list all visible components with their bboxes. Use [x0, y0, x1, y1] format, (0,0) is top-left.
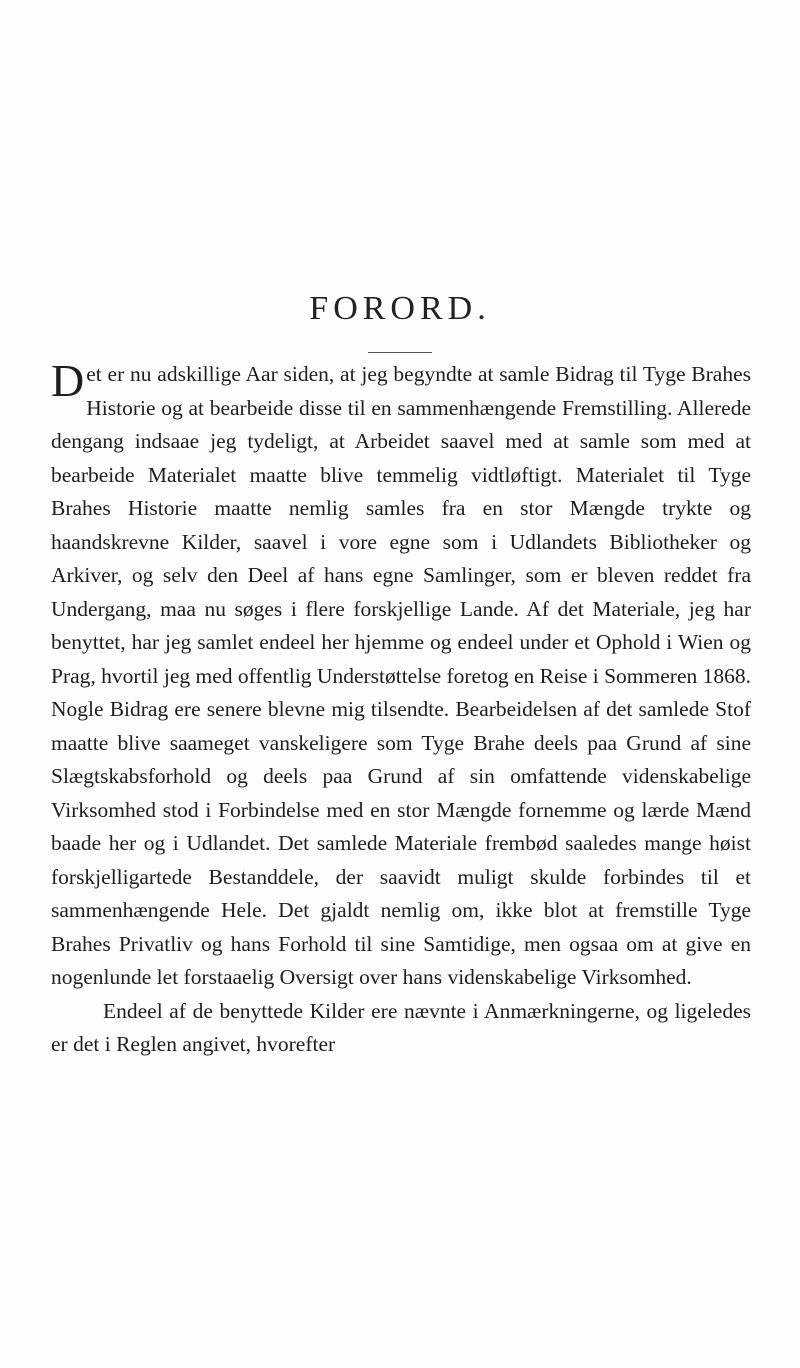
page-heading: FORORD.	[309, 290, 491, 327]
heading-rule	[368, 352, 432, 353]
drop-cap: D	[51, 355, 85, 406]
paragraph-1	[51, 355, 751, 995]
body-text	[51, 355, 751, 1062]
paragraph-2: Endeel af de benyttede Kilder ere nævnte i Anmærkningerne, og ligeledes er det i Reglen angivet, hvorefter	[51, 998, 751, 1056]
paragraph-1-text: et er nu adskillige Aar siden, at jeg begyndte at samle Bidrag til Tyge Brahes Historie og at bearbeide disse til en sammenhængende Fremstilling. Allerede dengang indsaae jeg tydeligt, at Arbeidet saavel med at samle som med at bearbeide Materialet maatte blive temmelig vidtløftigt. Materialet til Tyge Brahes Historie maatte nemlig samles fra en stor Mængde trykte og haandskrevne Kilder, saavel i vore egne som i Udlandets Bibliotheker og Arkiver, og selv den Deel af hans egne Samlinger, som er bleven reddet fra Undergang, maa nu søges i flere forskjellige Lande. Af det Materiale, jeg har benyttet, har jeg samlet endeel her hjemme og endeel under et Ophold i Wien og Prag, hvortil jeg med offentlig Understøttelse foretog en Reise i Sommeren 1868. Nogle Bidrag ere senere blevne mig tilsendte. Bearbeidelsen af det samlede Stof maatte blive saameget vanskeligere som Tyge Brahe deels paa Grund af sine Slægtskabsforhold og deels paa Grund af sin omfattende videnskabelige Virksomhed stod i Forbindelse med en stor Mængde fornemme og lærde Mænd baade her og i Udlandet. Det samlede Materiale frembød saaledes mange høist forskjelligartede Bestanddele, der saavidt muligt skulde forbindes til et sammenhængende Hele. Det gjaldt nemlig om, ikke blot at fremstille Tyge Brahes Privatliv og hans Forhold til sine Samtidige, men ogsaa om at give en nogenlunde let forstaaelig Oversigt over hans videnskabelige Virksomhed.	[51, 362, 751, 989]
